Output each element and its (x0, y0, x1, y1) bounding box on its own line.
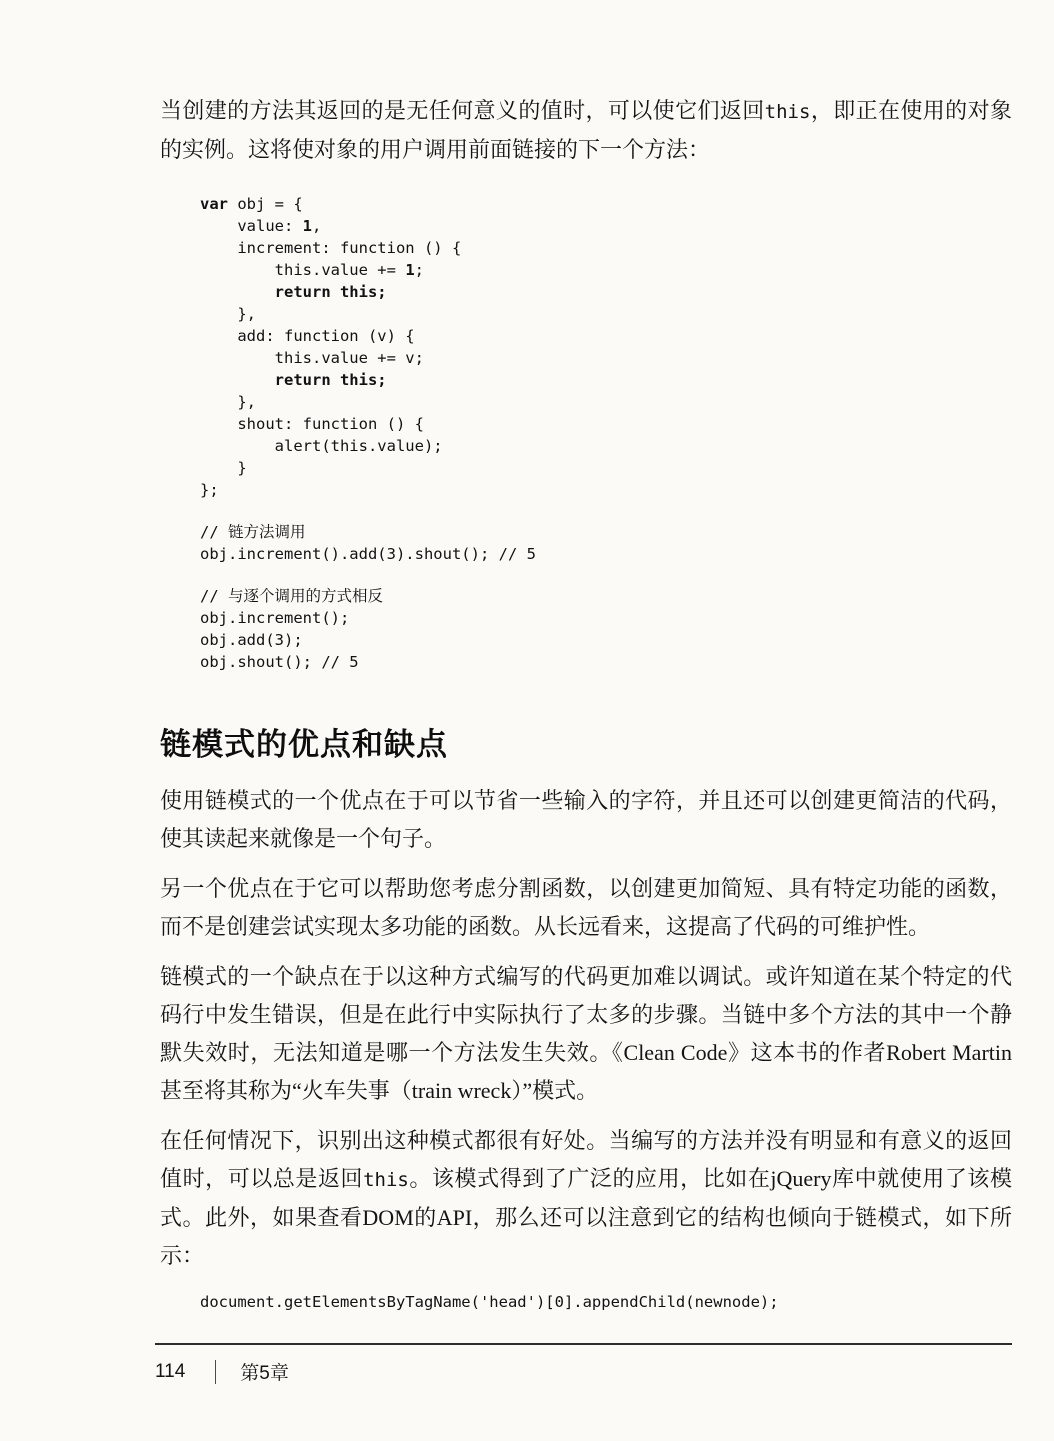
code-text: , (312, 217, 322, 235)
code-text: ; (414, 261, 424, 279)
paragraph-disadvantage-debugging: 链模式的一个缺点在于以这种方式编写的代码更加难以调试。或许知道在某个特定的代码行中发生错误，但是在此行中实际执行了太多的步骤。当链中多个方法的其中一个静默失效时，无法知道是哪一个方法发生失效。《Clean Code》这本书的作者Robert Martin甚至将其称为“火车失事（train wreck）”模式。 (160, 964, 1012, 1103)
code-text: this.value += (200, 261, 406, 279)
code-line (200, 413, 1012, 435)
text-segment: 在任何情况下，识别出这种模式都很有好处。当编写的方法并没有明显和有意义的返回值时，可以总是返回 (160, 1128, 1012, 1191)
page-number: 114 (155, 1360, 186, 1382)
code-text: // 链方法调用 (200, 523, 306, 541)
code-line (200, 629, 1012, 651)
code-line (200, 237, 1012, 259)
paragraph-conclusion (160, 1122, 1012, 1275)
footer-rule (155, 1343, 1012, 1345)
code-line (200, 585, 1012, 607)
inline-code: this (363, 1169, 409, 1191)
footer-divider (215, 1360, 216, 1384)
intro-paragraph (160, 92, 1012, 169)
code-text: obj.increment().add(3).shout(); // 5 (200, 545, 536, 563)
code-text: } (200, 459, 247, 477)
code-text: obj.increment(); (200, 609, 350, 627)
code-text: value: (200, 217, 303, 235)
code-line (200, 325, 1012, 347)
code-object-literal (200, 193, 1012, 501)
code-text (200, 283, 275, 301)
code-chained-call (200, 521, 1012, 565)
code-line (200, 543, 1012, 565)
chapter-label: 第5章 (240, 1363, 289, 1384)
code-keyword: return this; (274, 371, 387, 389)
code-line (200, 607, 1012, 629)
code-text: // 与逐个调用的方式相反 (200, 587, 383, 605)
section-heading: 链模式的优点和缺点 (160, 727, 448, 762)
code-text: }; (200, 481, 219, 499)
page-footer (155, 1343, 1012, 1385)
code-text: this.value += v; (200, 349, 424, 367)
code-text: }, (200, 393, 256, 411)
code-line (200, 1291, 1012, 1313)
code-text: obj = { (228, 195, 303, 213)
code-text: add: function (v) { (200, 327, 415, 345)
text-segment: 当创建的方法其返回的是无任何意义的值时，可以使它们返回 (160, 98, 765, 123)
code-line (200, 457, 1012, 479)
code-text: shout: function () { (200, 415, 424, 433)
code-line (200, 369, 1012, 391)
code-line (200, 303, 1012, 325)
code-line (200, 651, 1012, 673)
code-line (200, 215, 1012, 237)
code-line (200, 281, 1012, 303)
code-text: document.getElementsByTagName('head')[0].appendChild(newnode); (200, 1293, 779, 1311)
code-text: obj.shout(); // 5 (200, 653, 359, 671)
code-text: }, (200, 305, 256, 323)
code-text: alert(this.value); (200, 437, 443, 455)
code-dom-api (200, 1291, 1012, 1313)
footer-row (155, 1358, 1012, 1385)
code-line (200, 347, 1012, 369)
code-line (200, 193, 1012, 215)
text-segment: ，即正在使用的对象的实例。这将使对象的用户调用前面链接的下一个方法： (160, 98, 1012, 162)
code-keyword: 1 (302, 217, 312, 235)
code-text: obj.add(3); (200, 631, 303, 649)
code-text: increment: function () { (200, 239, 462, 257)
code-line (200, 259, 1012, 281)
paragraph-advantage-split-functions: 另一个优点在于它可以帮助您考虑分割函数，以创建更加简短、具有特定功能的函数，而不是创建尝试实现太多功能的函数。从长远看来，这提高了代码的可维护性。 (160, 876, 1012, 939)
code-keyword: return this; (274, 283, 387, 301)
inline-code: this (764, 101, 811, 123)
page-content (160, 92, 1012, 1313)
code-text (200, 371, 275, 389)
paragraph-advantage-typing: 使用链模式的一个优点在于可以节省一些输入的字符，并且还可以创建更简洁的代码，使其读起来就像是一个句子。 (160, 788, 1012, 851)
code-individual-calls (200, 585, 1012, 673)
code-line (200, 479, 1012, 501)
code-line (200, 435, 1012, 457)
code-line (200, 521, 1012, 543)
code-keyword: var (200, 195, 228, 213)
code-line (200, 391, 1012, 413)
code-keyword: 1 (405, 261, 415, 279)
text-segment: 。该模式得到了广泛的应用，比如在jQuery库中就使用了该模式。此外，如果查看DOM的API，那么还可以注意到它的结构也倾向于链模式，如下所示： (160, 1166, 1012, 1268)
